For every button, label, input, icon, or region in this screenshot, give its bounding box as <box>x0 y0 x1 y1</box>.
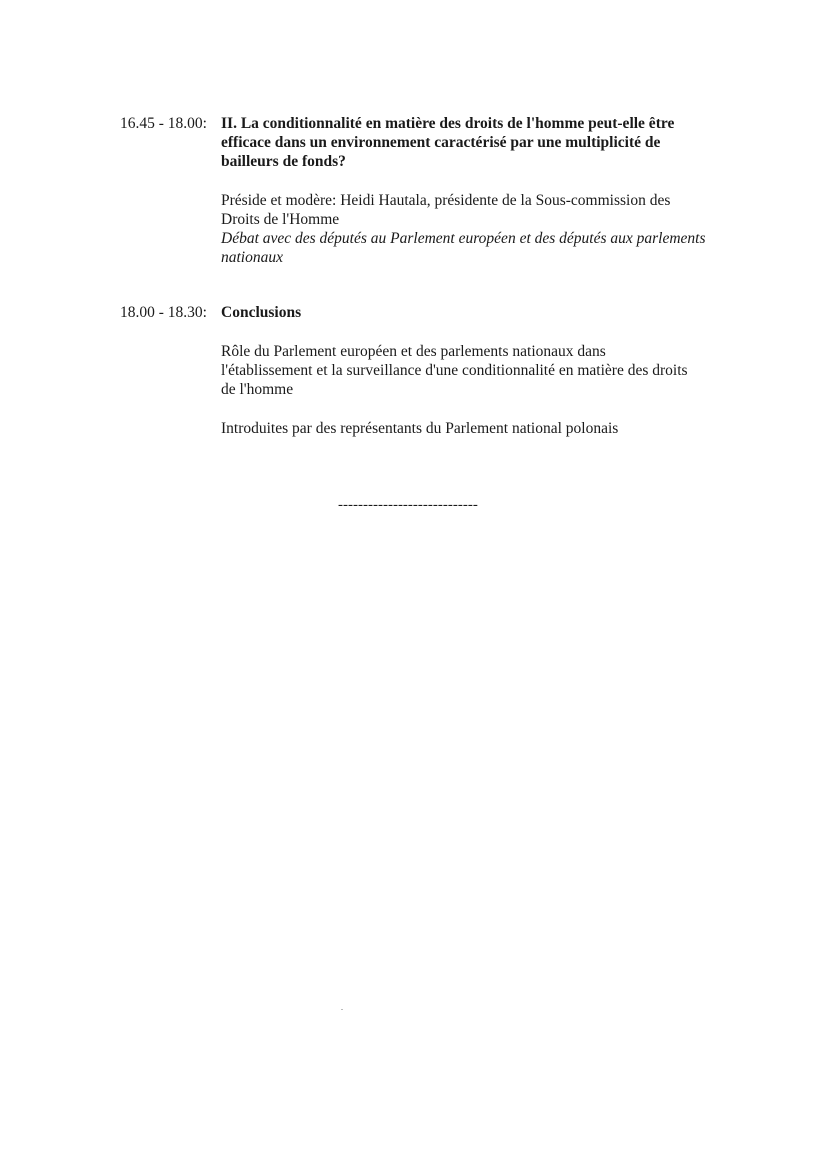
session-time: 18.00 - 18.30: <box>120 304 207 321</box>
session-debate: Débat avec des députés au Parlement européen et des députés aux parlements nationaux <box>221 230 706 266</box>
session-content <box>221 303 691 438</box>
session-title: II. La conditionnalité en matière des droits de l'homme peut-elle être efficace dans un environnement caractérisé par une multiplicité de bailleurs de fonds? <box>221 115 675 170</box>
scan-speck <box>341 1009 343 1010</box>
session-chair: Préside et modère: Heidi Hautala, présidente de la Sous-commission des Droits de l'Homme <box>221 192 671 228</box>
session-title: Conclusions <box>221 304 302 321</box>
session-introduced-by: Introduites par des représentants du Parlement national polonais <box>221 420 619 437</box>
session-time: 16.45 - 18.00: <box>120 115 207 132</box>
separator-line: ---------------------------- <box>338 497 478 513</box>
session-description: Rôle du Parlement européen et des parlements nationaux dans l'établissement et la surveillance d'une conditionnalité en matière des droits de l'homme <box>221 343 688 398</box>
session-content <box>221 114 711 267</box>
